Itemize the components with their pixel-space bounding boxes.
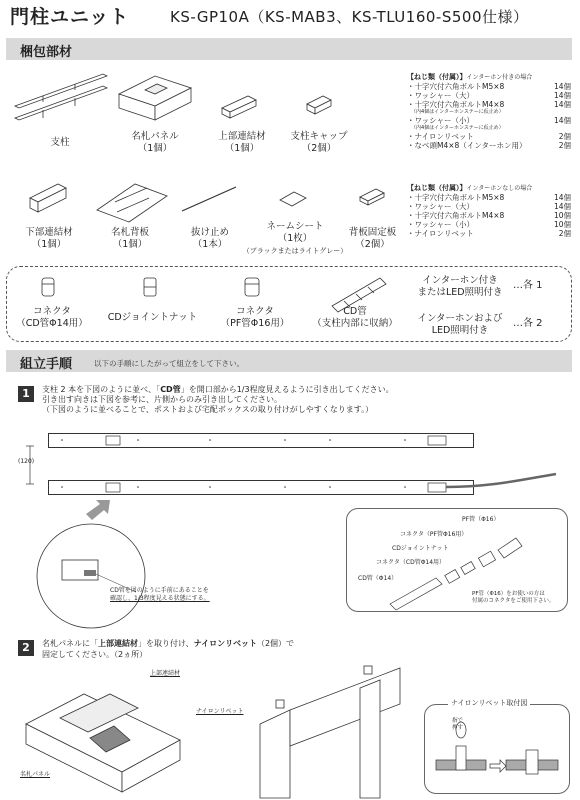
label-pf-tube: PF管（Φ16） bbox=[462, 516, 500, 523]
screw-list-item: （内4個はインターホンステーに仮止め） bbox=[411, 125, 504, 131]
section-title-parts: 梱包部材 bbox=[20, 45, 73, 60]
rivet-detail-illustration bbox=[430, 716, 566, 790]
rivet-detail-title: ナイロンリベット取付図 bbox=[448, 699, 530, 707]
rivet-push-note: 指で 押す bbox=[452, 718, 464, 731]
label-connector-cd: コネクタ（CD管Φ14用） bbox=[376, 559, 446, 566]
model-number: KS-GP10A（KS-MAB3、KS-TLU160-S500仕様） bbox=[170, 8, 529, 26]
step-2-panel-illustration bbox=[20, 680, 190, 798]
part-label-name-panel: 名札パネル （1個） bbox=[131, 131, 179, 154]
label-cd-joint-nut: CDジョイントナット bbox=[392, 545, 449, 552]
opt-condition-2: インターホンおよび LED照明付き bbox=[417, 313, 503, 336]
label-connector-pf: コネクタ（PF管Φ16用） bbox=[400, 531, 468, 538]
label-upper-joint: 上部連結材 bbox=[150, 670, 181, 677]
step-1-badge: 1 bbox=[18, 386, 34, 402]
section-note-assembly: 以下の手順にしたがって組立をして下さい。 bbox=[94, 359, 244, 368]
screw-list-item: ・ナイロンリベット 2個 bbox=[407, 132, 571, 141]
label-cd-tube: CD管（Φ14） bbox=[358, 575, 398, 582]
opt-qty-1: …各 1 bbox=[513, 280, 543, 291]
part-label-name-sheet: ネームシート （1枚） （ブラックまたはライトグレー） bbox=[242, 221, 348, 255]
screw-list-item: ・ナイロンリベット 2個 bbox=[407, 229, 571, 238]
pf-tube-note: PF管（Φ16）をお使いの方は 付属のコネクタをご使用下さい。 bbox=[472, 591, 555, 604]
section-title-assembly: 組立手順 bbox=[20, 357, 73, 372]
screw-list-item: ・十字穴付六角ボルトM4×8 14個 bbox=[407, 100, 571, 109]
screw-list-item: ・十字穴付六角ボルトM5×8 14個 bbox=[407, 82, 571, 91]
step-1-text-line2: 引き出す向きは下図を参考に、片側からのみ引き出してください。 bbox=[42, 395, 282, 404]
part-label-pole: 支柱 bbox=[50, 137, 70, 148]
screw-list-title: 【ねじ類（付属）】インターホン付きの場合 bbox=[407, 73, 533, 81]
opt-label-connector-pf: コネクタ （PF管Φ16用） bbox=[220, 306, 290, 329]
opt-label-cd-joint-nut: CDジョイントナット bbox=[107, 312, 198, 323]
label-name-panel: 名札パネル bbox=[20, 771, 51, 778]
step-1-text-line1: 支柱 2 本を下図のように並べ、「CD管」を開口部から1/3程度見えるように引き出してください。 bbox=[42, 385, 394, 394]
zoom-note: CD管を図のように手前にあることを 確認し、1/3程度見える状態にする。 bbox=[110, 587, 210, 602]
opt-qty-2: …各 2 bbox=[513, 318, 543, 329]
step-2-badge: 2 bbox=[18, 640, 34, 656]
opt-label-cd-tube: CD管 （支柱内部に収納） bbox=[312, 306, 398, 329]
part-label-upper-joint: 上部連結材 （1個） bbox=[218, 131, 266, 154]
opt-label-connector-cd: コネクタ （CD管Φ14用） bbox=[16, 306, 88, 329]
screw-list-item: ・十字穴付六角ボルトM4×8 10個 bbox=[407, 211, 571, 220]
screw-list-item: ・なべ頭M4×8（インターホン用） 2個 bbox=[407, 141, 571, 150]
part-label-pole-cap: 支柱キャップ （2個） bbox=[290, 131, 348, 154]
screw-list-item: ・ワッシャー（小） 14個 bbox=[407, 116, 571, 125]
step-1-text-line3: （下図のように並べることで、ポストおよび宅配ボックスの取り付けがしやすくなります。） bbox=[42, 405, 374, 414]
label-nylon-rivet: ナイロンリベット bbox=[196, 708, 244, 715]
step-2-text-line1: 名札パネルに「上部連結材」を取り付け、ナイロンリベット（2個）で bbox=[42, 639, 295, 648]
step-2-text-line2: 固定してください。（2ヵ所） bbox=[42, 650, 148, 659]
part-label-stopper: 抜け止め （1本） bbox=[190, 227, 229, 250]
part-label-name-backplate: 名札背板 （1個） bbox=[110, 227, 149, 250]
screw-list-item: ・ワッシャー（大） 14個 bbox=[407, 202, 571, 211]
pole-spacing-dimension: (120) bbox=[18, 458, 35, 465]
document-title: 門柱ユニット bbox=[10, 6, 130, 28]
opt-condition-1: インターホン付き またはLED照明付き bbox=[417, 275, 503, 298]
screw-list-item: ・ワッシャー（大） 14個 bbox=[407, 91, 571, 100]
screw-list-item: ・ワッシャー（小） 10個 bbox=[407, 220, 571, 229]
screw-list-item: （内4個はインターホンステーに仮止め） bbox=[411, 109, 504, 115]
part-label-backplate-fixing: 背板固定板 （2個） bbox=[348, 227, 397, 250]
screw-list-item: ・十字穴付六角ボルトM5×8 14個 bbox=[407, 193, 571, 202]
part-label-lower-joint: 下部連結材 （1個） bbox=[25, 227, 73, 250]
screw-list-title-2: 【ねじ類（付属）】インターホンなしの場合 bbox=[407, 184, 533, 192]
step-2-rivet-closeup-illustration bbox=[250, 664, 410, 798]
